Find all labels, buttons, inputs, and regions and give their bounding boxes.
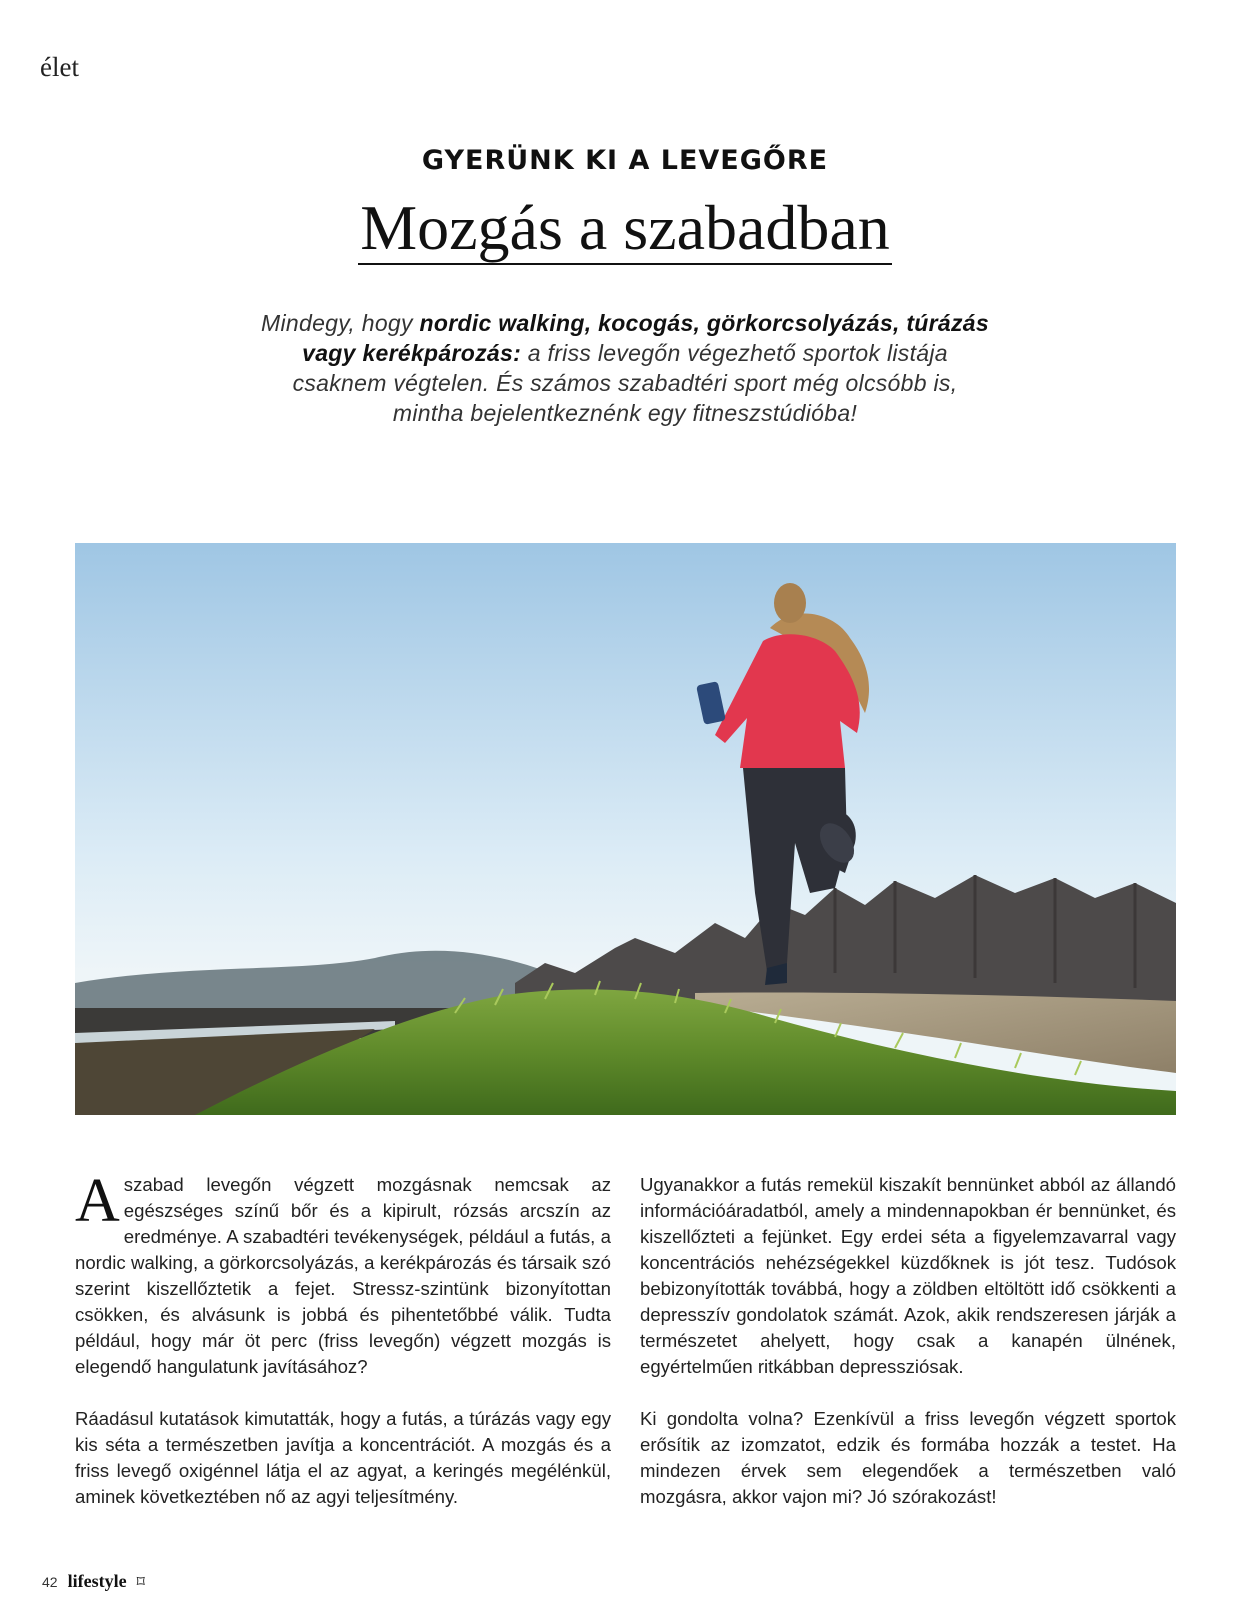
headline-container: [0, 192, 1250, 265]
section-label: élet: [40, 52, 79, 82]
article-column-left: [75, 1167, 611, 1536]
drop-cap: A: [75, 1167, 120, 1235]
paragraph: [75, 1167, 611, 1380]
paragraph: Ráadásul kutatások kimutatták, hogy a futás, a túrázás vagy egy kis séta a természetben javítja a koncentrációt. A mozgás és a friss levegő oxigénnel látja el az agyat, a keringés megélénkül, aminek következtében nő az agyi teljesítmény.: [75, 1408, 611, 1507]
brand-logo-icon: ⌑: [136, 1573, 145, 1591]
article-kicker: GYERÜNK KI A LEVEGŐRE: [421, 145, 829, 176]
lead-text-start: Mindegy, hogy: [261, 310, 420, 336]
page-footer: [42, 1571, 145, 1592]
lead-text-end: a friss levegőn végezhető sportok listája csaknem végtelen. És számos szabadtéri sport még olcsóbb is, mintha bejelentkeznénk egy fitneszstúdióba!: [292, 340, 958, 426]
paragraph-text: szabad levegőn végzett mozgásnak nemcsak az egészséges színű bőr és a kipirult, rózsás arcszín az eredménye. A szabadtéri tevékenységek, például a futás, a nordic walking, a görkorcsolyázás, a kerékpározás és társaik szó szerint kiszellőztetik a fejet. Stressz-szintünk bizonyítottan csökken, és alvásunk is jobbá és pihentetőbbé válik. Tudta például, hogy már öt perc (friss levegőn) végzett mozgás is elegendő hangulatunk javításához?: [75, 1174, 611, 1377]
paragraph: Ugyanakkor a futás remekül kiszakít bennünket abból az állandó információáradatból, amely a mindennapokban ér bennünket, és kiszellőzteti a fejünket. Egy erdei séta a figyelemzavarral vagy koncentrációs nehézségekkel küzdőknek is jót tesz. Tudósok bebizonyították továbbá, hogy a zöldben eltöltött idő csökkenti a depresszív gondolatok számát. Azok, akik rendszeresen járják a természetet ahelyett, hogy csak a kanapén ülnének, egyértelműen ritkábban depressziósak.: [640, 1174, 1176, 1377]
article-headline: Mozgás a szabadban: [360, 192, 890, 263]
article-lead: [255, 308, 995, 428]
brand-name: lifestyle: [67, 1571, 127, 1591]
article-column-right: [640, 1172, 1176, 1536]
page-number: 42: [42, 1573, 58, 1590]
paragraph: Ki gondolta volna? Ezenkívül a friss levegőn végzett sportok erősítik az izomzatot, edzik és formába hozzák a testet. Ha mindezen érvek sem elegendőek a természetben való mozgásra, akkor vajon mi? Jó szórakozást!: [640, 1408, 1176, 1507]
lead-sports-list: nordic walking, kocogás, görkorcsolyázás, túrázás vagy kerékpározás:: [302, 310, 989, 366]
runner-photo: [75, 543, 1176, 1115]
